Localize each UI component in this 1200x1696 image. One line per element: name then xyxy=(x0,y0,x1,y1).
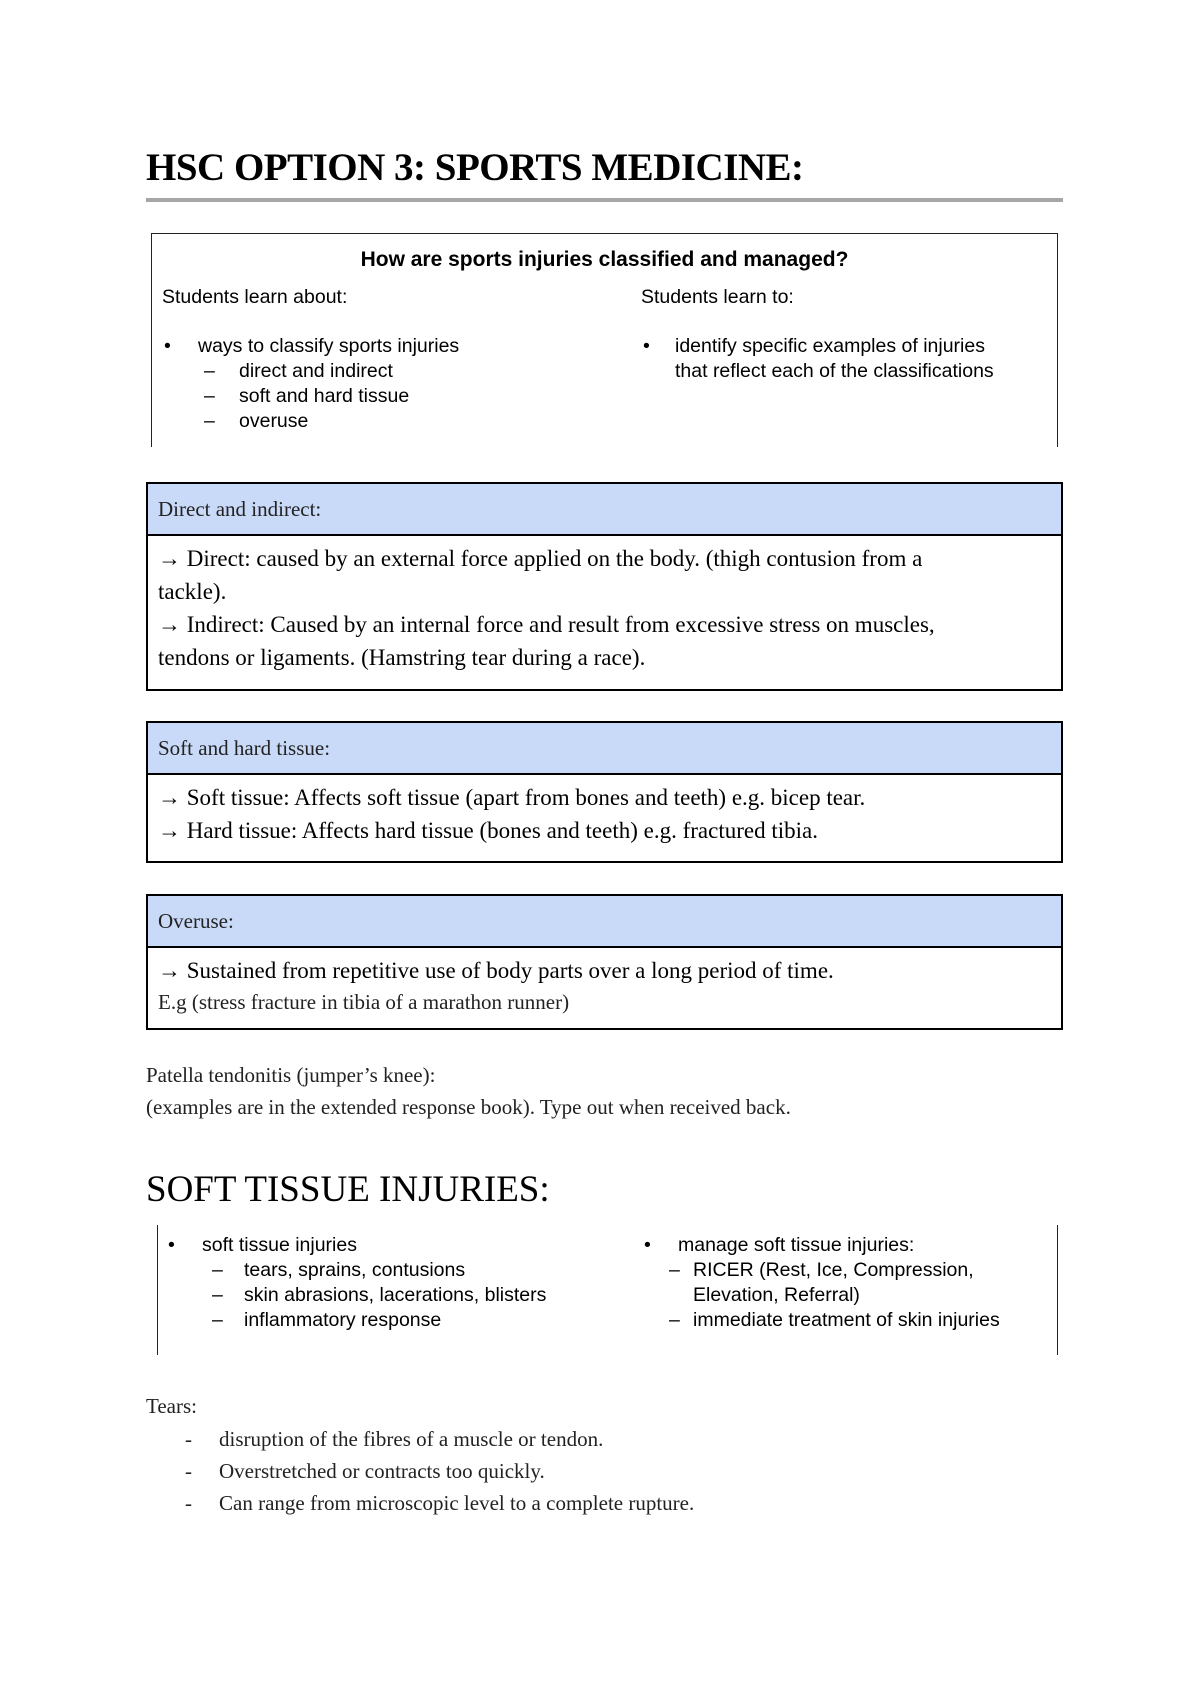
section-heading: SOFT TISSUE INJURIES: xyxy=(146,1169,550,1210)
dash-icon: – xyxy=(204,410,215,432)
dash-icon: – xyxy=(212,1309,223,1331)
patella-note: (examples are in the extended response book). Type out when received back. xyxy=(146,1095,791,1119)
dash-icon: – xyxy=(669,1309,680,1331)
bullet-icon: • xyxy=(168,1234,175,1256)
patella-title: Patella tendonitis (jumper’s knee): xyxy=(146,1063,436,1087)
tears-item: disruption of the fibres of a muscle or tendon. xyxy=(219,1427,604,1451)
box-line: → Sustained from repetitive use of body parts over a long period of time. xyxy=(158,958,834,983)
box-line: → Direct: caused by an external force applied on the body. (thigh contusion from a xyxy=(158,546,923,571)
dash-icon: – xyxy=(212,1259,223,1281)
syllabus-box-classification xyxy=(151,233,1058,447)
learn-about-bullet: ways to classify sports injuries xyxy=(198,335,460,357)
title-underline xyxy=(146,198,1063,202)
box-line: → Hard tissue: Affects hard tissue (bones and teeth) e.g. fractured tibia. xyxy=(158,818,818,843)
bullet-icon: • xyxy=(644,1234,651,1256)
soft-tissue-sub-item: skin abrasions, lacerations, blisters xyxy=(244,1284,547,1306)
dash-icon: – xyxy=(212,1284,223,1306)
learn-about-sub-item: direct and indirect xyxy=(239,360,393,382)
soft-tissue-sub-item: tears, sprains, contusions xyxy=(244,1259,466,1281)
manage-sub-item-cont: Elevation, Referral) xyxy=(693,1284,860,1306)
syllabus-box-soft-tissue xyxy=(157,1225,1058,1355)
box-line: → Indirect: Caused by an internal force and result from excessive stress on muscles, xyxy=(158,612,935,637)
manage-bullet: manage soft tissue injuries: xyxy=(678,1234,915,1256)
box-line: tendons or ligaments. (Hamstring tear during a race). xyxy=(158,645,646,670)
learn-about-sub-item: soft and hard tissue xyxy=(239,385,410,407)
overuse-body xyxy=(148,948,1061,1017)
learn-to-bullet-line: identify specific examples of injuries xyxy=(675,335,985,357)
tears-item: Overstretched or contracts too quickly. xyxy=(219,1459,545,1483)
bullet-icon: • xyxy=(164,335,171,357)
direct-indirect-heading: Direct and indirect: xyxy=(148,484,1061,536)
dash-icon: - xyxy=(185,1491,192,1515)
dash-icon: - xyxy=(185,1427,192,1451)
dash-icon: – xyxy=(204,360,215,382)
box-line: E.g (stress fracture in tibia of a marathon runner) xyxy=(158,990,570,1014)
box-line: tackle). xyxy=(158,579,227,604)
soft-tissue-sub-item: inflammatory response xyxy=(244,1309,442,1331)
overuse-heading: Overuse: xyxy=(148,896,1061,948)
dash-icon: - xyxy=(185,1459,192,1483)
soft-hard-tissue-body xyxy=(148,775,1061,847)
syllabus-heading: How are sports injuries classified and managed? xyxy=(360,248,849,271)
soft-hard-tissue-heading: Soft and hard tissue: xyxy=(148,723,1061,775)
box-line: → Soft tissue: Affects soft tissue (apart from bones and teeth) e.g. bicep tear. xyxy=(158,785,866,810)
manage-sub-item: RICER (Rest, Ice, Compression, xyxy=(693,1259,974,1281)
manage-sub-item: immediate treatment of skin injuries xyxy=(693,1309,1000,1331)
tears-heading: Tears: xyxy=(146,1394,198,1418)
direct-indirect-box xyxy=(146,482,1063,691)
bullet-icon: • xyxy=(643,335,650,357)
learn-to-label: Students learn to: xyxy=(641,286,794,308)
tears-item: Can range from microscopic level to a complete rupture. xyxy=(219,1491,695,1515)
dash-icon: – xyxy=(204,385,215,407)
learn-about-label: Students learn about: xyxy=(162,286,348,308)
page-title: HSC OPTION 3: SPORTS MEDICINE: xyxy=(146,146,804,189)
soft-tissue-bullet: soft tissue injuries xyxy=(202,1234,357,1256)
learn-to-bullet-line: that reflect each of the classifications xyxy=(675,360,994,382)
soft-hard-tissue-box xyxy=(146,721,1063,863)
overuse-box xyxy=(146,894,1063,1030)
learn-about-sub-item: overuse xyxy=(239,410,309,432)
dash-icon: – xyxy=(669,1259,680,1281)
direct-indirect-body xyxy=(148,536,1061,674)
